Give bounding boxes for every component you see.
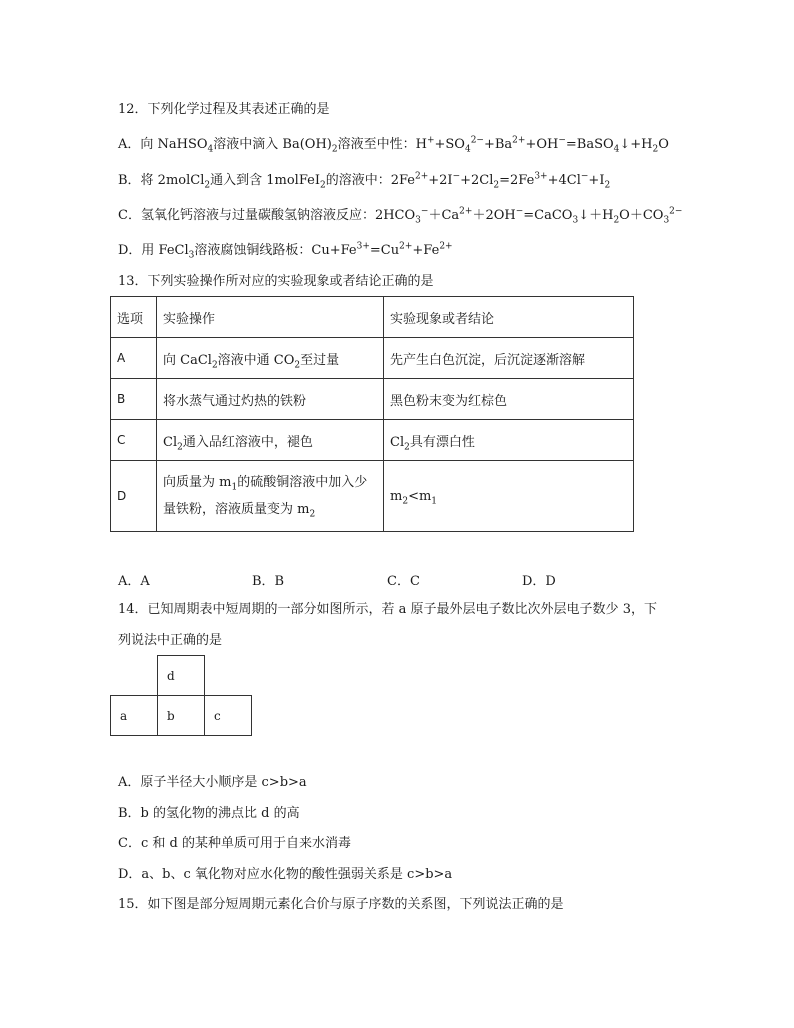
table-row	[111, 420, 634, 461]
row-option-b: B	[111, 379, 157, 420]
row-option-c: C	[111, 420, 157, 461]
periodic-table-fragment	[110, 655, 252, 736]
q12-option-a: A．向 NaHSO$_4$溶液中滴入 $Ba(OH)_2$溶液至中性：$H^++SO_4^{2-}+Ba^{2+}+OH^-=BaSO_4↓+H_2O$	[118, 135, 669, 155]
q14-option-b: B．b 的氢化物的沸点比 d 的高	[118, 806, 300, 821]
answer-option-d: D．D	[522, 574, 556, 589]
q12-stem: 12．下列化学过程及其表述正确的是	[118, 102, 330, 117]
row-d-result: $m_2<m_1$	[384, 461, 634, 532]
empty-cell	[111, 656, 158, 696]
table-row	[111, 379, 634, 420]
header-operation: 实验操作	[157, 297, 384, 338]
cell-b: b	[158, 696, 205, 736]
row-b-operation: 将水蒸气通过灼热的铁粉	[157, 379, 384, 420]
row-c-result: $Cl_2$具有漂白性	[384, 420, 634, 461]
row-a-result: 先产生白色沉淀，后沉淀逐渐溶解	[384, 338, 634, 379]
q14-stem-line2: 列说法中正确的是	[118, 633, 223, 648]
q14-option-c: C．c 和 d 的某种单质可用于自来水消毒	[118, 836, 351, 851]
table-row	[111, 338, 634, 379]
row-option-d: D	[111, 461, 157, 532]
header-option: 选项	[111, 297, 157, 338]
q15-stem: 15．如下图是部分短周期元素化合价与原子序数的关系图，下列说法正确的是	[118, 897, 564, 912]
experiment-table	[110, 296, 634, 532]
row-d-operation: 向质量为 $m_1$的硫酸铜溶液中加入少 量铁粉，溶液质量变为 $m_2$	[157, 461, 384, 532]
table-header-row	[111, 297, 634, 338]
answer-option-c: C．C	[387, 574, 420, 589]
answer-option-b: B．B	[252, 574, 285, 589]
q12-option-d: D．用 FeCl$_3$溶液腐蚀铜线路板：$Cu+Fe^{3+}=Cu^{2+}+Fe^{2+}$	[118, 241, 453, 261]
empty-cell	[205, 656, 252, 696]
row-b-result: 黑色粉末变为红棕色	[384, 379, 634, 420]
answer-option-a: A．A	[118, 574, 150, 589]
q12-option-b: B．将 2molCl$_2$通入到含 1molFeI$_2$的溶液中：$2Fe^{2+}+2I^-+2Cl_2=2Fe^{3+}+4Cl^-+I_2$	[118, 171, 611, 191]
row-a-operation: 向 CaCl$_2$溶液中通 $CO_2$至过量	[157, 338, 384, 379]
table-row	[111, 461, 634, 532]
cell-d: d	[158, 656, 205, 696]
q14-option-d: D．a、b、c 氧化物对应水化物的酸性强弱关系是 c>b>a	[118, 867, 453, 882]
row-c-operation: $Cl_2$通入品红溶液中，褪色	[157, 420, 384, 461]
q12-option-c: C．氢氧化钙溶液与过量碳酸氢钠溶液反应：$2HCO_3^-+Ca^{2+}+2OH^-=CaCO_3↓+H_2O+CO_3^{2-}$	[118, 206, 683, 226]
header-result: 实验现象或者结论	[384, 297, 634, 338]
q14-stem-line1: 14．已知周期表中短周期的一部分如图所示，若 a 原子最外层电子数比次外层电子数少 3，下	[118, 602, 657, 617]
row-option-a: A	[111, 338, 157, 379]
cell-c: c	[205, 696, 252, 736]
cell-a: a	[111, 696, 158, 736]
q13-stem: 13．下列实验操作所对应的实验现象或者结论正确的是	[118, 274, 434, 289]
q14-option-a: A．原子半径大小顺序是 c>b>a	[118, 775, 307, 790]
